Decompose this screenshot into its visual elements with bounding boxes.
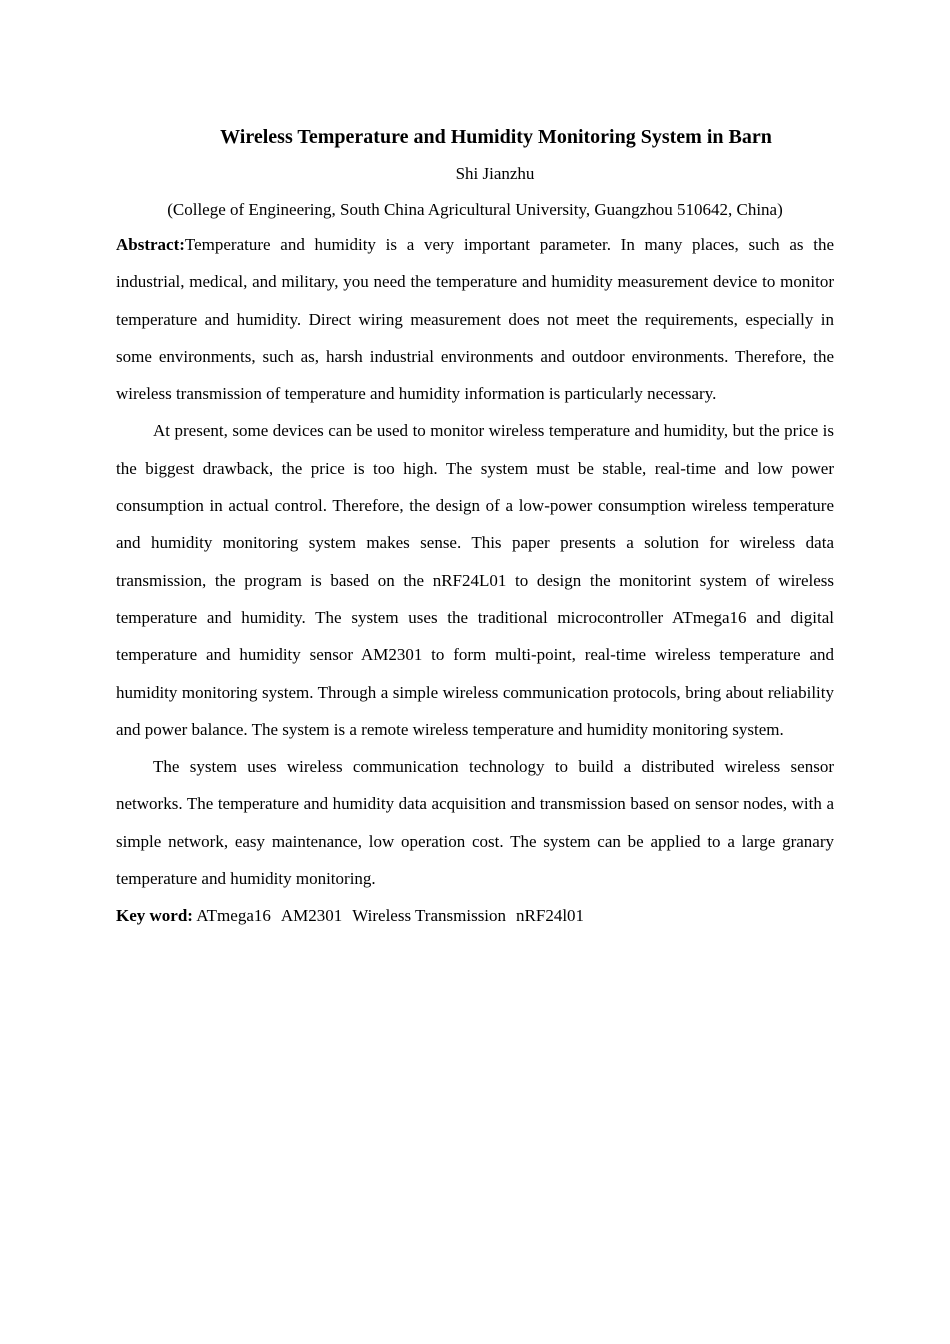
author-name: Shi Jianzhu bbox=[455, 164, 535, 183]
keyword-item: nRF24l01 bbox=[516, 906, 585, 926]
abstract-paragraph-2: At present, some devices can be used to monitor wireless temperature and humidity, but the price is the biggest drawback, the price is too high. The system must be stable, real-time and low power consumption in actual control. Therefore, the design of a low-power consumption wireless temperature and humidity monitoring system makes sense. This paper presents a solution for wireless data transmission, the program is based on the nRF24L01 to design the monitorint system of wireless temperature and humidity. The system uses the traditional microcontroller ATmega16 and digital temperature and humidity sensor AM2301 to form multi-point, real-time wireless temperature and humidity monitoring system. Through a simple wireless communication protocols, bring about reliability and power balance. The system is a remote wireless temperature and humidity monitoring system. bbox=[116, 421, 834, 739]
keyword-item: AM2301 bbox=[280, 906, 343, 926]
keyword-item: Wireless Transmission bbox=[352, 906, 507, 926]
abstract-paragraph-3: The system uses wireless communication technology to build a distributed wireless sensor networks. The temperature and humidity data acquisition and transmission based on sensor nodes, with a simple network, easy maintenance, low operation cost. The system can be applied to a large granary temperature and humidity monitoring. bbox=[116, 757, 834, 889]
keywords-line bbox=[116, 897, 834, 934]
abstract-paragraph-1 bbox=[116, 226, 834, 412]
abstract-paragraph-1-text: Temperature and humidity is a very important parameter. In many places, such as the industrial, medical, and military, you need the temperature and humidity measurement device to monitor temperature and humidity. Direct wiring measurement does not meet the requirements, especially in some environments, such as, harsh industrial environments and outdoor environments. Therefore, the wireless transmission of temperature and humidity information is particularly necessary. bbox=[116, 235, 834, 404]
abstract-label: Abstract: bbox=[116, 235, 185, 254]
abstract-section bbox=[116, 226, 834, 935]
paper-title: Wireless Temperature and Humidity Monitoring System in Barn bbox=[220, 126, 772, 148]
keyword-item: ATmega16 bbox=[196, 906, 271, 926]
keywords-label: Key word: bbox=[116, 906, 193, 926]
author-affiliation: (College of Engineering, South China Agricultural University, Guangzhou 510642, China) bbox=[167, 200, 783, 219]
